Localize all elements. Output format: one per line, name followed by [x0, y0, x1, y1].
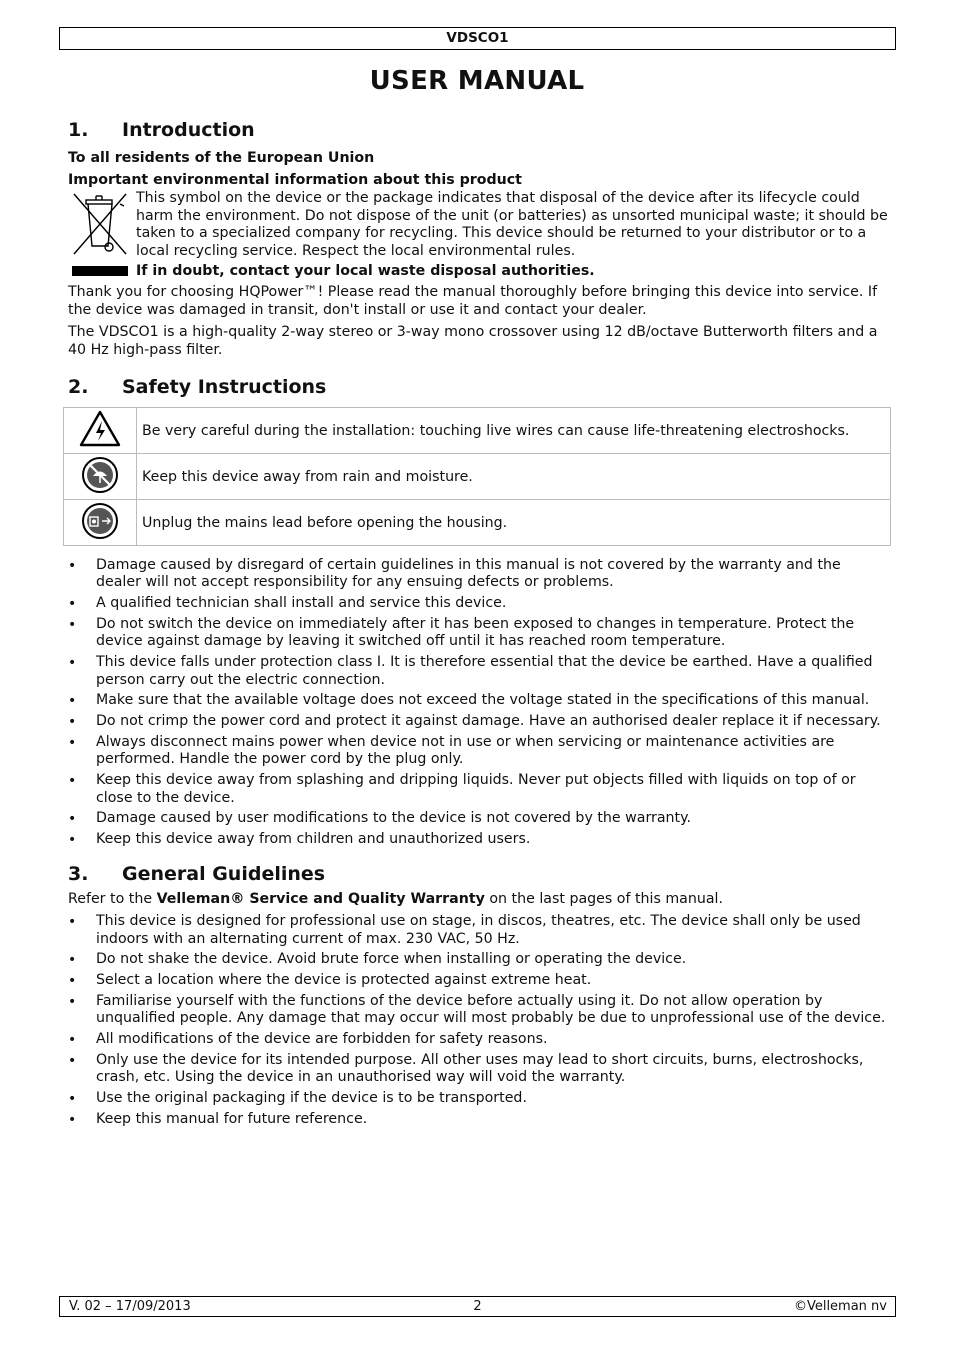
weee-notice — [68, 190, 888, 260]
environmental-info-line: Important environmental information about this product — [68, 171, 522, 188]
unplug-icon — [81, 528, 119, 544]
table-row — [64, 408, 891, 454]
page-header — [59, 27, 896, 50]
product-code: VDSCO1 — [446, 30, 509, 46]
guidelines-bullet-list — [68, 913, 888, 1128]
black-bar-symbol — [72, 266, 128, 276]
list-item: • Do not crimp the power cord and protect it against damage. Have an authorised dealer replace it if necessary. — [68, 713, 888, 730]
list-item: • Do not shake the device. Avoid brute force when installing or operating the device. — [68, 951, 888, 968]
table-row — [64, 454, 891, 500]
page-title: USER MANUAL — [369, 66, 585, 96]
disposal-authorities-line: If in doubt, contact your local waste disposal authorities. — [136, 263, 595, 279]
product-description-paragraph: The VDSCO1 is a high-quality 2-way stereo or 3-way mono crossover using 12 dB/octave Butterworth filters and a 40 Hz high-pass filter. — [68, 324, 878, 358]
section-heading-introduction: 1. Introduction — [68, 119, 255, 141]
safety-text: Keep this device away from rain and moisture. — [137, 454, 891, 500]
list-item: • This device is designed for professional use on stage, in discos, theatres, etc. The device shall only be used indoors with an alternating current of max. 230 VAC, 50 Hz. — [68, 913, 888, 948]
list-item: • This device falls under protection class I. It is therefore essential that the device be earthed. Have a qualified person carry out the electric connection. — [68, 654, 888, 689]
list-item: • Keep this device away from splashing and dripping liquids. Never put objects filled with liquids on top of or close to the device. — [68, 772, 888, 807]
section-heading-guidelines: 3. General Guidelines — [68, 862, 326, 885]
crossed-out-wheelie-bin-icon — [68, 190, 136, 260]
list-item: • Select a location where the device is protected against extreme heat. — [68, 972, 888, 989]
copyright: ©Velleman nv — [793, 1299, 887, 1314]
list-item: • Damage caused by user modifications to the device is not covered by the warranty. — [68, 810, 888, 827]
no-moisture-icon — [81, 482, 119, 498]
list-item: • All modifications of the device are forbidden for safety reasons. — [68, 1031, 888, 1048]
list-item: • Keep this manual for future reference. — [68, 1111, 888, 1128]
section-heading-safety: 2. Safety Instructions — [68, 376, 327, 398]
thank-you-paragraph: Thank you for choosing HQPower™! Please read the manual thoroughly before bringing this device into service. If the device was damaged in transit, don't install or use it and contact your dealer. — [68, 284, 878, 318]
safety-text: Unplug the mains lead before opening the housing. — [137, 500, 891, 546]
warranty-name: Velleman® Service and Quality Warranty — [156, 890, 485, 907]
weee-description: This symbol on the device or the package indicates that disposal of the device after its lifecycle could harm the environment. Do not dispose of the unit (or batteries) as unsorted municipal waste; it should be taken to a specialized company for recycling. This device should be returned to your distributor or to a local recycling service. Respect the local environmental rules. — [136, 190, 888, 259]
list-item: • Only use the device for its intended purpose. All other uses may lead to short circuits, burns, electroshocks, crash, etc. Using the device in an unauthorised way will void the warranty. — [68, 1052, 888, 1087]
list-item: • Damage caused by disregard of certain guidelines in this manual is not covered by the warranty and the dealer will not accept responsibility for any ensuing defects or problems. — [68, 557, 888, 592]
high-voltage-warning-icon — [79, 436, 121, 452]
disposal-note — [68, 260, 888, 282]
list-item: • Do not switch the device on immediately after it has been exposed to changes in temperature. Protect the device against damage by leaving it switched off until it has reached room temperature. — [68, 616, 888, 651]
page-number: 2 — [473, 1299, 482, 1314]
safety-bullet-list — [68, 557, 888, 849]
eu-residents-line: To all residents of the European Union — [68, 150, 375, 166]
list-item: • Use the original packaging if the device is to be transported. — [68, 1090, 888, 1107]
safety-symbol-table — [63, 407, 891, 546]
list-item: • Keep this device away from children and unauthorized users. — [68, 831, 888, 848]
list-item: • A qualified technician shall install and service this device. — [68, 595, 888, 612]
list-item: • Always disconnect mains power when device not in use or when servicing or maintenance activities are performed. Handle the power cord by the plug only. — [68, 734, 888, 769]
document-body — [68, 114, 888, 1132]
warranty-reference: Refer to the Velleman® Service and Quality Warranty on the last pages of this manual. — [68, 890, 724, 907]
table-row — [64, 500, 891, 546]
list-item: • Familiarise yourself with the functions of the device before actually using it. Do not allow operation by unqualified people. Any damage that may occur will most probably be due to unprofessional use of the device. — [68, 993, 888, 1028]
list-item: • Make sure that the available voltage does not exceed the voltage stated in the specifications of this manual. — [68, 692, 888, 709]
page-footer — [59, 1296, 896, 1317]
safety-text: Be very careful during the installation: touching live wires can cause life-threatening electroshocks. — [137, 408, 891, 454]
version-date: V. 02 – 17/09/2013 — [69, 1299, 191, 1314]
